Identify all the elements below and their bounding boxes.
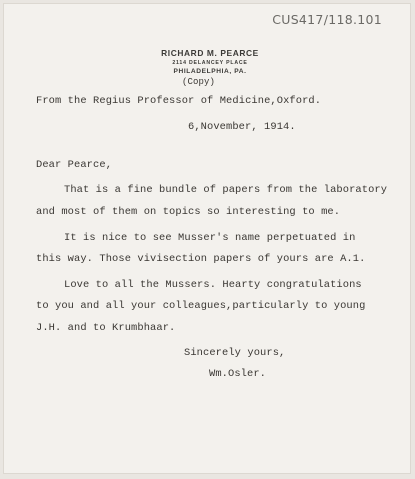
body-line: to you and all your colleagues,particularly to young: [36, 300, 366, 312]
body-line: J.H. and to Krumbhaar.: [36, 322, 176, 334]
from-line: From the Regius Professor of Medicine,Oxford.: [36, 95, 322, 107]
signature: Wm.Osler.: [209, 368, 267, 380]
letterhead-address: 2114 DELANCEY PLACE: [172, 60, 248, 66]
body-line: and most of them on topics so interesting to me.: [36, 206, 341, 218]
archive-reference: CUS417/118.101: [272, 12, 382, 27]
letter-sheet: [4, 4, 410, 473]
body-line: It is nice to see Musser's name perpetuated in: [64, 232, 356, 244]
copy-mark: (Copy): [182, 77, 216, 87]
salutation: Dear Pearce,: [36, 159, 113, 171]
letterhead-city: PHILADELPHIA, PA.: [173, 68, 247, 75]
letter-date: 6,November, 1914.: [188, 121, 296, 133]
body-line: That is a fine bundle of papers from the laboratory: [64, 184, 388, 196]
letterhead-name: RICHARD M. PEARCE: [161, 48, 259, 58]
body-line: Love to all the Mussers. Hearty congratulations: [64, 279, 362, 291]
closing: Sincerely yours,: [184, 347, 286, 359]
body-line: this way. Those vivisection papers of yours are A.1.: [36, 253, 366, 265]
